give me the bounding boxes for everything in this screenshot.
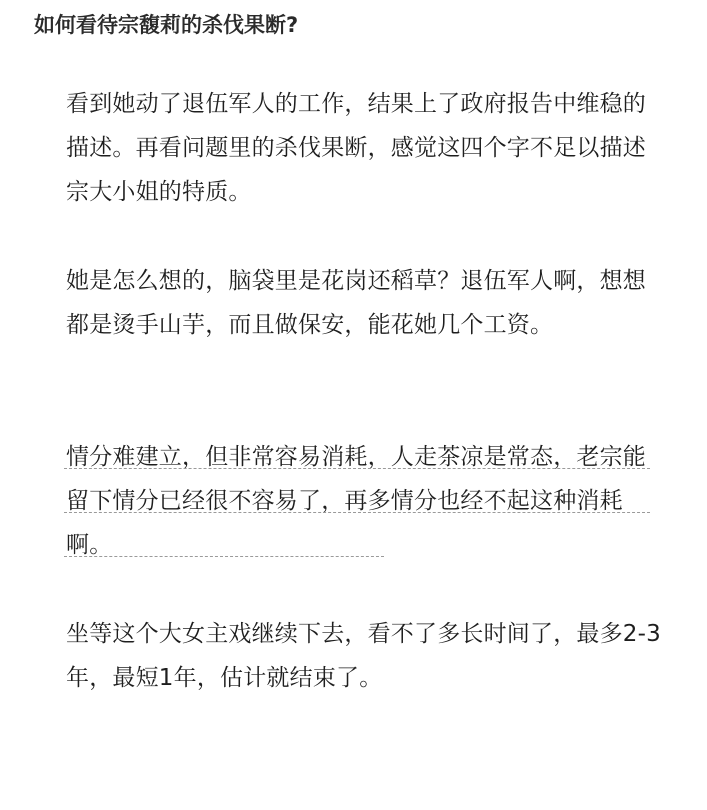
dashed-underline [64, 556, 384, 557]
highlighted-answer-paragraph[interactable]: 情分难建立，但非常容易消耗，人走茶凉是常态，老宗能留下情分已经很不容易了，再多情分也经不起这种消耗啊。 [66, 444, 646, 558]
question-title[interactable]: 如何看待宗馥莉的杀伐果断? [34, 13, 299, 37]
dashed-underline [64, 512, 650, 513]
answer-paragraph-2: 她是怎么想的，脑袋里是花岗还稻草？退伍军人啊，想想都是烫手山芋，而且做保安，能花她几个工资。 [66, 268, 646, 338]
answer-paragraph-1: 看到她动了退伍军人的工作，结果上了政府报告中维稳的描述。再看问题里的杀伐果断，感觉这四个字不足以描述宗大小姐的特质。 [66, 91, 646, 205]
dashed-underline [64, 468, 650, 469]
answer-paragraph-4: 坐等这个大女主戏继续下去，看不了多长时间了，最多2-3年，最短1年，估计就结束了。 [66, 621, 661, 691]
